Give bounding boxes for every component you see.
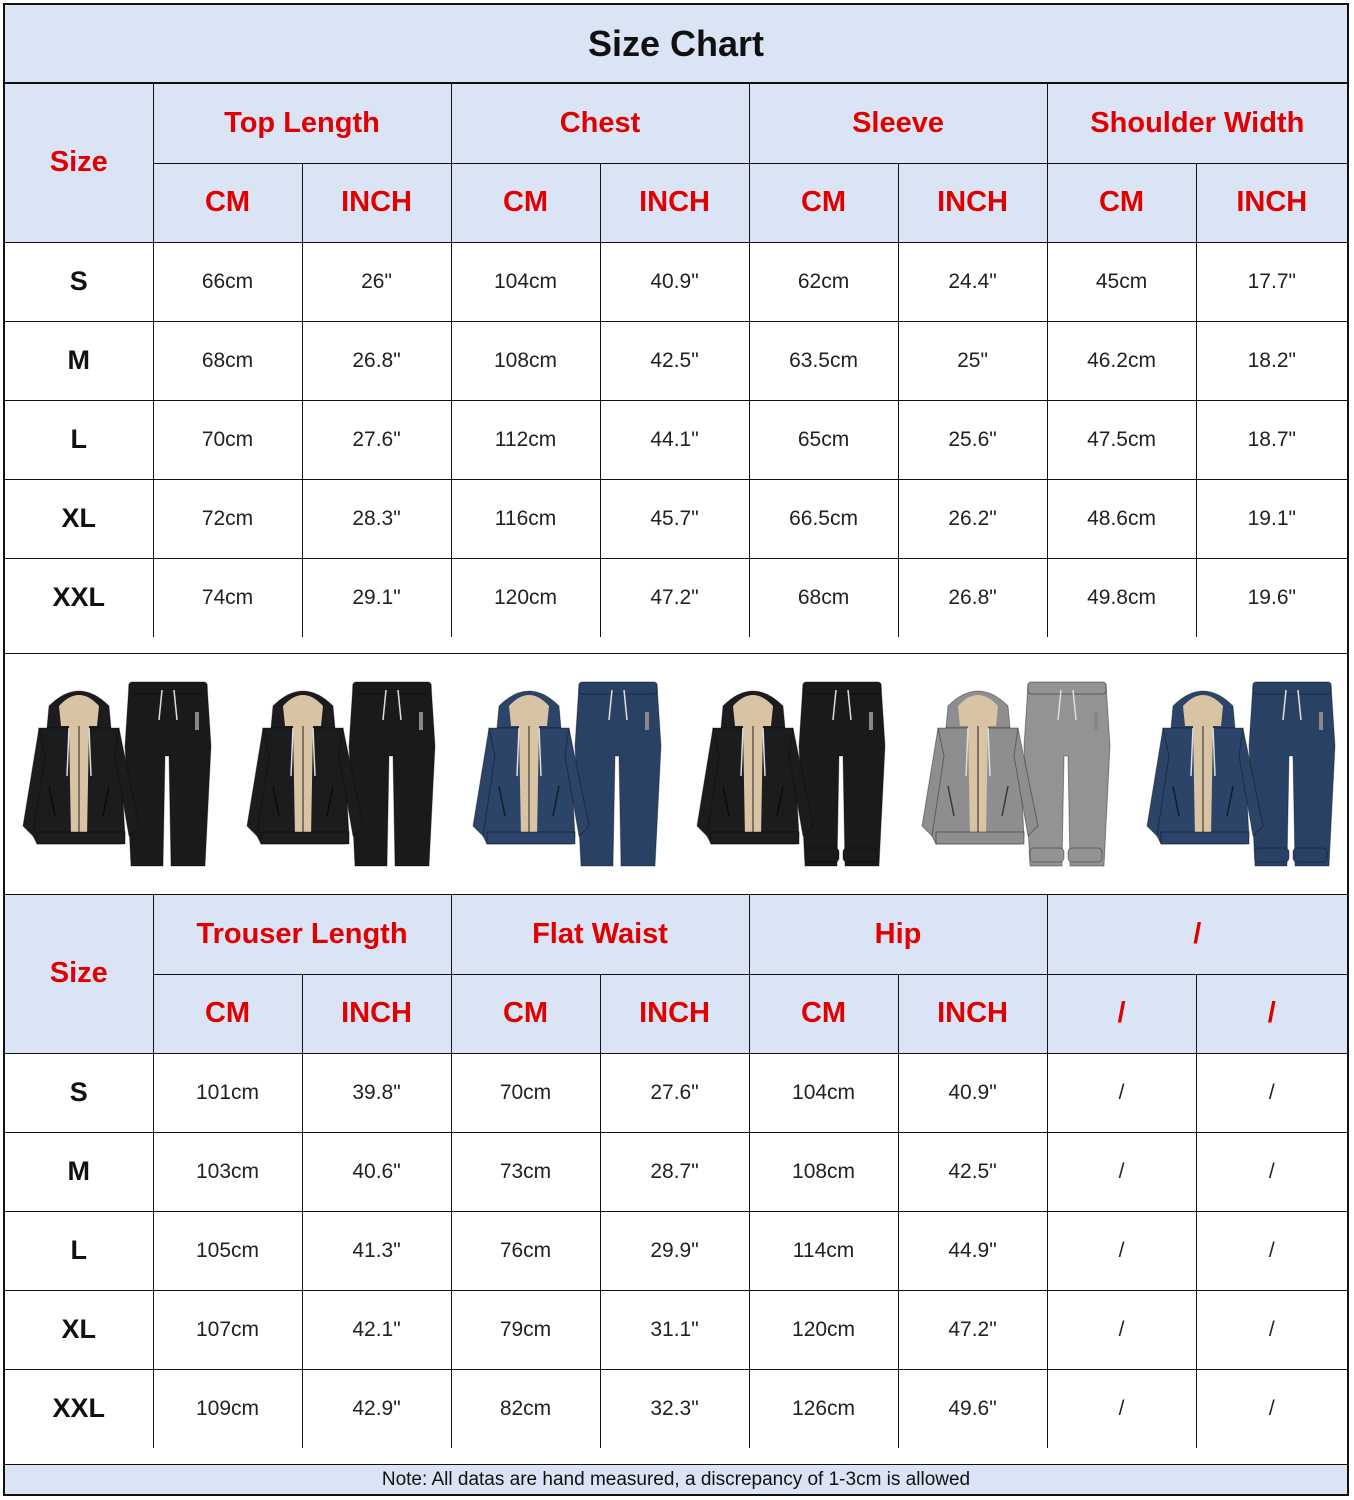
size-label: XXL — [5, 1369, 153, 1448]
table-row — [5, 558, 1347, 637]
table-cell: 24.4" — [898, 242, 1047, 321]
table-cell: 114cm — [749, 1211, 898, 1290]
table-cell: 63.5cm — [749, 321, 898, 400]
unit-header: CM — [749, 163, 898, 242]
table-cell: 72cm — [153, 479, 302, 558]
hoodie — [697, 691, 813, 844]
outfit-image-navy — [469, 676, 669, 876]
pants — [1249, 682, 1335, 866]
table-cell: 68cm — [153, 321, 302, 400]
table-cell: 17.7" — [1196, 242, 1347, 321]
table-cell: 26.8" — [898, 558, 1047, 637]
hoodie — [922, 691, 1038, 844]
table-row — [5, 400, 1347, 479]
table-cell: 109cm — [153, 1369, 302, 1448]
table-row — [5, 1211, 1347, 1290]
unit-header: CM — [153, 974, 302, 1053]
table-cell: 49.8cm — [1047, 558, 1196, 637]
pants — [125, 682, 211, 866]
footnote-bar — [5, 1464, 1347, 1494]
table-cell: / — [1047, 1211, 1196, 1290]
table-cell: 29.1" — [302, 558, 451, 637]
table-cell: 29.9" — [600, 1211, 749, 1290]
table-cell: 49.6" — [898, 1369, 1047, 1448]
table-cell: 28.7" — [600, 1132, 749, 1211]
size-label: M — [5, 321, 153, 400]
pants — [1024, 682, 1110, 866]
group-header-sleeve: Sleeve — [749, 84, 1047, 163]
table-row — [5, 1290, 1347, 1369]
table-cell: / — [1047, 1369, 1196, 1448]
table-cell: 82cm — [451, 1369, 600, 1448]
unit-header: INCH — [1196, 163, 1347, 242]
chart-title: Size Chart — [587, 22, 765, 64]
table-cell: 18.2" — [1196, 321, 1347, 400]
outfit-image-black — [243, 676, 443, 876]
hoodie — [247, 691, 363, 844]
hoodie — [473, 691, 589, 844]
unit-header: / — [1047, 974, 1196, 1053]
footnote-text: Note: All datas are hand measured, a discrepancy of 1-3cm is allowed — [381, 1468, 971, 1490]
table-cell: 101cm — [153, 1053, 302, 1132]
table-cell: 40.9" — [898, 1053, 1047, 1132]
hoodie — [23, 691, 139, 844]
table-cell: 42.5" — [898, 1132, 1047, 1211]
bottom-measurements-table — [5, 895, 1347, 1448]
unit-header: INCH — [302, 163, 451, 242]
table-cell: 66.5cm — [749, 479, 898, 558]
table-cell: 31.1" — [600, 1290, 749, 1369]
table-cell: 70cm — [451, 1053, 600, 1132]
table-cell: 19.6" — [1196, 558, 1347, 637]
table-cell: 40.9" — [600, 242, 749, 321]
unit-header: CM — [749, 974, 898, 1053]
size-label: S — [5, 242, 153, 321]
unit-header: CM — [153, 163, 302, 242]
table-cell: 18.7" — [1196, 400, 1347, 479]
table-cell: 48.6cm — [1047, 479, 1196, 558]
size-label: XL — [5, 479, 153, 558]
outfit-image-black — [693, 676, 893, 876]
table-cell: 107cm — [153, 1290, 302, 1369]
table-cell: 25" — [898, 321, 1047, 400]
table-cell: 68cm — [749, 558, 898, 637]
size-header: Size — [5, 895, 153, 1053]
table-cell: 105cm — [153, 1211, 302, 1290]
table-cell: 46.2cm — [1047, 321, 1196, 400]
table-cell: / — [1047, 1132, 1196, 1211]
table-cell: 79cm — [451, 1290, 600, 1369]
table-cell: 45.7" — [600, 479, 749, 558]
table-cell: 70cm — [153, 400, 302, 479]
table-cell: 44.1" — [600, 400, 749, 479]
unit-header: INCH — [302, 974, 451, 1053]
group-header-trouser-length: Trouser Length — [153, 895, 451, 974]
group-header-row — [5, 84, 1347, 163]
unit-header: / — [1196, 974, 1347, 1053]
table-cell: 47.5cm — [1047, 400, 1196, 479]
table-row — [5, 1053, 1347, 1132]
table-cell: 27.6" — [302, 400, 451, 479]
size-label: XXL — [5, 558, 153, 637]
table-cell: / — [1196, 1053, 1347, 1132]
table-row — [5, 1132, 1347, 1211]
table-cell: 47.2" — [600, 558, 749, 637]
unit-header: INCH — [898, 163, 1047, 242]
unit-header: CM — [451, 163, 600, 242]
table-cell: 40.6" — [302, 1132, 451, 1211]
table-cell: 42.9" — [302, 1369, 451, 1448]
table-cell: 120cm — [749, 1290, 898, 1369]
size-label: XL — [5, 1290, 153, 1369]
table-cell: 108cm — [451, 321, 600, 400]
table-cell: 112cm — [451, 400, 600, 479]
table-row — [5, 321, 1347, 400]
table-cell: 39.8" — [302, 1053, 451, 1132]
size-label: M — [5, 1132, 153, 1211]
table-cell: 32.3" — [600, 1369, 749, 1448]
pants — [575, 682, 661, 866]
group-header-shoulder-width: Shoulder Width — [1047, 84, 1347, 163]
table-cell: 104cm — [451, 242, 600, 321]
table-cell: 65cm — [749, 400, 898, 479]
table-cell: 120cm — [451, 558, 600, 637]
product-photo-strip — [5, 653, 1347, 895]
group-header-chest: Chest — [451, 84, 749, 163]
table-cell: 27.6" — [600, 1053, 749, 1132]
outfit-image-navy — [1143, 676, 1343, 876]
table-cell: / — [1196, 1290, 1347, 1369]
unit-header: INCH — [600, 974, 749, 1053]
table-cell: 42.5" — [600, 321, 749, 400]
size-label: L — [5, 400, 153, 479]
group-header-empty: / — [1047, 895, 1347, 974]
unit-header: INCH — [898, 974, 1047, 1053]
table-cell: 47.2" — [898, 1290, 1047, 1369]
table-cell: 74cm — [153, 558, 302, 637]
outfit-image-black — [19, 676, 219, 876]
table-cell: 108cm — [749, 1132, 898, 1211]
table-cell: 26.8" — [302, 321, 451, 400]
table-cell: / — [1196, 1132, 1347, 1211]
table-row — [5, 242, 1347, 321]
table-cell: 41.3" — [302, 1211, 451, 1290]
table-cell: 104cm — [749, 1053, 898, 1132]
table-cell: 44.9" — [898, 1211, 1047, 1290]
unit-header: CM — [451, 974, 600, 1053]
table-cell: 19.1" — [1196, 479, 1347, 558]
table-cell: 126cm — [749, 1369, 898, 1448]
size-header: Size — [5, 84, 153, 242]
title-bar — [5, 5, 1347, 84]
group-header-row — [5, 895, 1347, 974]
size-label: S — [5, 1053, 153, 1132]
table-cell: 62cm — [749, 242, 898, 321]
group-header-hip: Hip — [749, 895, 1047, 974]
table-cell: / — [1196, 1211, 1347, 1290]
table-cell: 26.2" — [898, 479, 1047, 558]
table-cell: 42.1" — [302, 1290, 451, 1369]
table-cell: 103cm — [153, 1132, 302, 1211]
outfit-image-gray — [918, 676, 1118, 876]
unit-header-row — [5, 974, 1347, 1053]
table-cell: 116cm — [451, 479, 600, 558]
table-cell: / — [1047, 1290, 1196, 1369]
table-cell: 76cm — [451, 1211, 600, 1290]
group-header-flat-waist: Flat Waist — [451, 895, 749, 974]
hoodie — [1147, 691, 1263, 844]
top-measurements-table — [5, 84, 1347, 637]
table-cell: 73cm — [451, 1132, 600, 1211]
table-cell: / — [1196, 1369, 1347, 1448]
unit-header: CM — [1047, 163, 1196, 242]
table-row — [5, 1369, 1347, 1448]
table-row — [5, 479, 1347, 558]
group-header-top-length: Top Length — [153, 84, 451, 163]
table-cell: / — [1047, 1053, 1196, 1132]
table-cell: 25.6" — [898, 400, 1047, 479]
pants — [349, 682, 435, 866]
unit-header: INCH — [600, 163, 749, 242]
unit-header-row — [5, 163, 1347, 242]
table-cell: 66cm — [153, 242, 302, 321]
table-cell: 28.3" — [302, 479, 451, 558]
table-cell: 45cm — [1047, 242, 1196, 321]
size-label: L — [5, 1211, 153, 1290]
pants — [799, 682, 885, 866]
table-cell: 26" — [302, 242, 451, 321]
